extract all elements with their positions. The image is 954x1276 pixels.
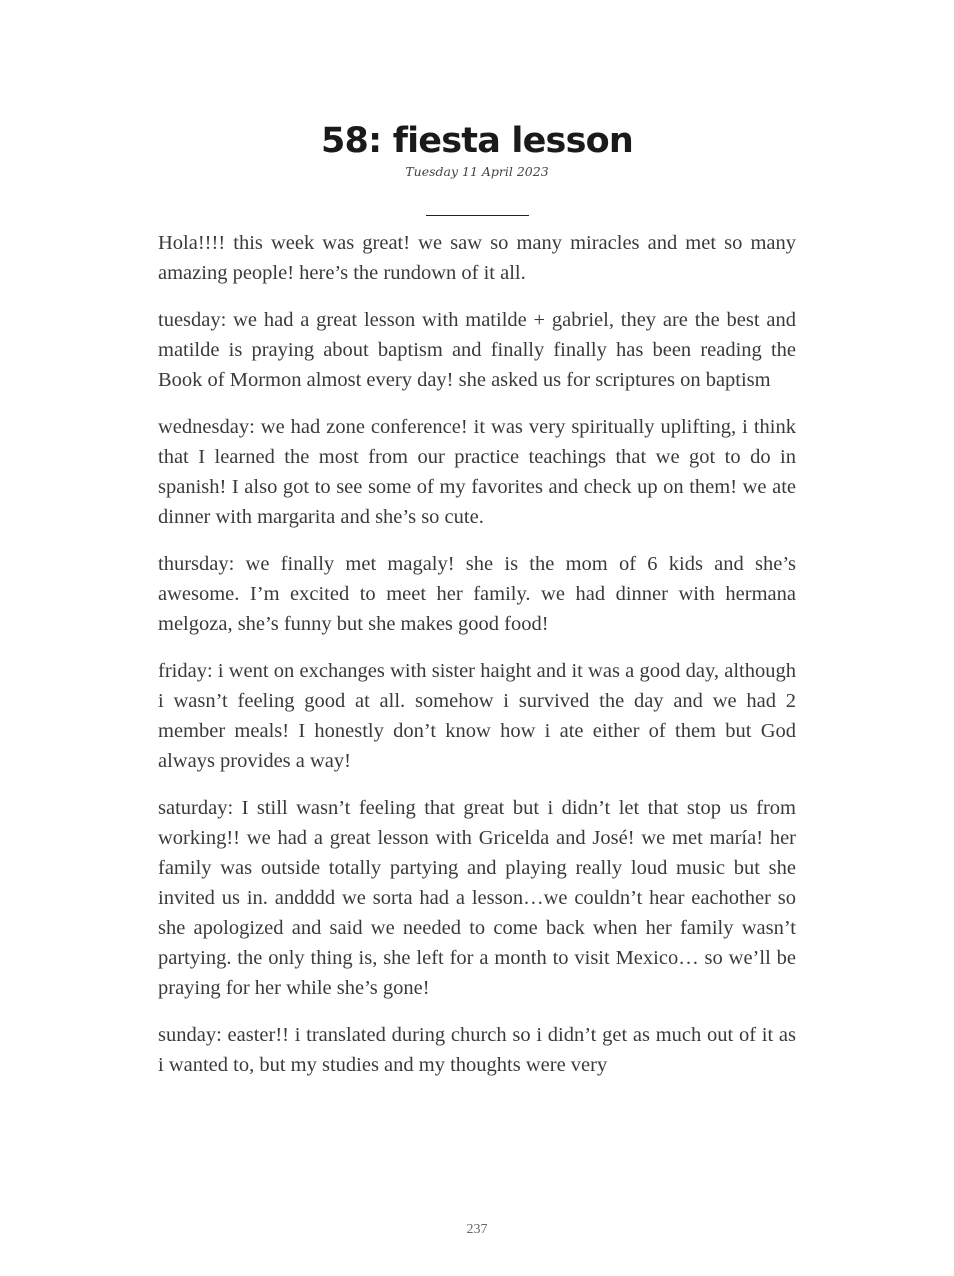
chapter-date: Tuesday 11 April 2023 <box>405 164 549 179</box>
paragraph-sunday: sunday: easter!! i translated during church so i didn’t get as much out of it as i wanted to, but my studies and my thoughts were very <box>158 1024 796 1076</box>
page-number: 237 <box>466 1222 488 1237</box>
paragraph-saturday: saturday: I still wasn’t feeling that great but i didn’t let that stop us from working!! we had a great lesson with Gricelda and José! we met maría! her family was outside totally partying and playing really loud music but she invited us in. andddd we sorta had a lesson…we couldn’t hear eachother so she apologized and said we needed to come back when her family wasn’t partying. the only thing is, she left for a month to visit Mexico… so we’ll be praying for her while she’s gone! <box>158 797 796 999</box>
paragraph-intro: Hola!!!! this week was great! we saw so many miracles and met so many amazing people! here’s the rundown of it all. <box>158 232 796 284</box>
title-divider <box>426 215 529 216</box>
paragraph-wednesday: wednesday: we had zone conference! it was very spiritually uplifting, i think that I learned the most from our practice teachings that we got to do in spanish! I also got to see some of my favorites and check up on them! we ate dinner with margarita and she’s so cute. <box>158 416 796 528</box>
paragraph-friday: friday: i went on exchanges with sister haight and it was a good day, although i wasn’t feeling good at all. somehow i survived the day and we had 2 member meals! I honestly don’t know how i ate either of them but God always provides a way! <box>158 660 796 772</box>
chapter-title: 58: fiesta lesson <box>321 121 633 161</box>
paragraph-tuesday: tuesday: we had a great lesson with matilde + gabriel, they are the best and matilde is praying about baptism and finally finally has been reading the Book of Mormon almost every day! she asked us for scriptures on baptism <box>158 309 796 391</box>
body-text <box>158 228 796 1097</box>
paragraph-thursday: thursday: we finally met magaly! she is the mom of 6 kids and she’s awesome. I’m excited to meet her family. we had dinner with hermana melgoza, she’s funny but she makes good food! <box>158 553 796 635</box>
